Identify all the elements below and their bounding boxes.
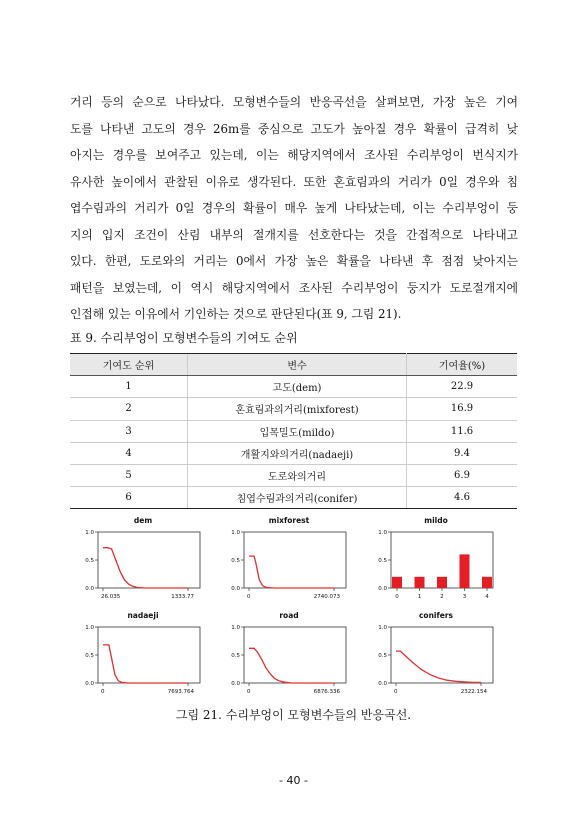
chart-title: dem	[133, 516, 153, 525]
cell-contribution: 4.6	[407, 487, 518, 509]
cell-variable: 침엽수림과의거리(conifer)	[188, 487, 407, 509]
cell-rank: 4	[70, 442, 188, 464]
x-tick-label: 2	[440, 594, 444, 600]
chart-mildo	[371, 516, 501, 598]
cell-contribution: 11.6	[407, 420, 518, 442]
table-row	[70, 464, 517, 486]
chart-title: road	[279, 611, 299, 620]
paragraph-line: 있다. 한편, 도로와의 거리는 0에서 가장 높은 확률을 나타낸 후 점점 낮아지는	[70, 254, 518, 268]
table-row	[70, 376, 517, 398]
cell-rank: 1	[70, 376, 188, 398]
y-tick-label: 0.0	[85, 681, 94, 688]
x-tick-label: 6876.336	[313, 689, 340, 695]
figure-caption: 그림 21. 수리부엉이 모형변수들의 반응곡선.	[175, 708, 412, 722]
cell-variable: 도로와의거리	[188, 464, 407, 486]
x-tick-label: 1333.77	[171, 594, 194, 600]
chart-mixforest	[224, 516, 354, 598]
chart-title: mixforest	[268, 516, 310, 525]
x-tick-label: 0	[395, 594, 399, 600]
y-tick-label: 1.0	[85, 625, 94, 632]
y-tick-label: 0.0	[378, 586, 387, 593]
x-tick-label: 0	[394, 689, 398, 695]
cell-variable: 입목밀도(mildo)	[188, 420, 407, 442]
header-variable: 변수	[188, 354, 407, 376]
cell-rank: 2	[70, 398, 188, 420]
cell-rank: 5	[70, 464, 188, 486]
x-tick-label: 4	[485, 594, 489, 600]
paragraph-line: 지의 입지 조건이 산림 내부의 절개지를 선호한다는 것을 간접적으로 나타내고	[70, 227, 518, 242]
bar	[392, 577, 402, 588]
cell-contribution: 16.9	[407, 398, 518, 420]
page-number: - 40 -	[279, 774, 308, 787]
chart-title: nadaeji	[127, 611, 159, 620]
y-tick-label: 0.5	[85, 653, 94, 660]
chart-svg	[78, 621, 208, 695]
bar	[482, 577, 492, 588]
table-header-row	[70, 354, 517, 376]
chart-nadaeji	[78, 611, 208, 693]
y-tick-label: 1.0	[231, 625, 240, 632]
header-rank: 기여도 순위	[70, 354, 188, 376]
y-tick-label: 1.0	[85, 530, 94, 537]
chart-svg	[224, 621, 354, 695]
table-row	[70, 398, 517, 420]
x-tick-label: 3	[462, 594, 467, 600]
cell-variable: 고도(dem)	[188, 376, 407, 398]
y-tick-label: 1.0	[378, 530, 387, 537]
chart-svg	[371, 526, 501, 600]
x-tick-label: 0	[247, 594, 251, 600]
chart-road	[224, 611, 354, 693]
chart-title: conifers	[418, 611, 454, 620]
plot-frame	[98, 627, 200, 683]
y-tick-label: 0.0	[231, 681, 240, 688]
cell-variable: 혼효림과의거리(mixforest)	[188, 398, 407, 420]
y-tick-label: 0.5	[378, 558, 387, 565]
response-curves-figure	[70, 516, 517, 696]
x-tick-label: 2740.073	[313, 594, 340, 600]
chart-svg	[224, 526, 354, 600]
x-tick-label: 1	[417, 594, 422, 600]
bar	[437, 577, 447, 588]
bar	[460, 554, 470, 588]
y-tick-label: 0.5	[378, 653, 387, 660]
paragraph-line: 엽수림과의 거리가 0일 경우의 확률이 매우 높게 나타났는데, 이는 수리부엉이 둥	[70, 201, 518, 215]
chart-conifers	[371, 611, 501, 693]
plot-frame	[391, 627, 493, 683]
table-row	[70, 420, 517, 442]
x-tick-label: 7693.764	[167, 689, 194, 695]
paragraph-line: 패턴을 보였는데, 이 역시 해당지역에서 조사된 수리부엉이 둥지가 도로절개지에	[70, 280, 518, 295]
paragraph-line: 거리 등의 순으로 나타났다. 모형변수들의 반응곡선을 살펴보면, 가장 높은 기여	[70, 95, 518, 109]
cell-contribution: 6.9	[407, 464, 518, 486]
paragraph-line: 아지는 경우를 보여주고 있는데, 이는 해당지역에서 조사된 수리부엉이 번식지가	[70, 148, 518, 162]
chart-dem	[78, 516, 208, 598]
x-tick-label: 26.035	[101, 594, 121, 600]
cell-contribution: 22.9	[407, 376, 518, 398]
paragraph-line: 인접해 있는 이유에서 기인하는 것으로 판단된다(표 9, 그림 21).	[70, 307, 402, 321]
table-row	[70, 487, 517, 509]
table-row	[70, 442, 517, 464]
y-tick-label: 0.5	[85, 558, 94, 565]
table-caption: 표 9. 수리부엉이 모형변수들의 기여도 순위	[70, 331, 298, 345]
paragraph-line: 도를 나타낸 고도의 경우 26m를 중심으로 고도가 높아질 경우 확률이 급격히 낮	[70, 121, 518, 136]
chart-title: mildo	[424, 516, 448, 525]
bar	[415, 577, 425, 588]
header-contribution: 기여율(%)	[407, 354, 518, 376]
x-tick-label: 2322.154	[460, 689, 487, 695]
chart-svg	[78, 526, 208, 600]
plot-frame	[98, 532, 200, 588]
y-tick-label: 0.5	[231, 653, 240, 660]
chart-svg	[371, 621, 501, 695]
y-tick-label: 0.0	[378, 681, 387, 688]
body-paragraph	[70, 89, 518, 328]
cell-contribution: 9.4	[407, 442, 518, 464]
cell-rank: 3	[70, 420, 188, 442]
cell-variable: 개활지와의거리(nadaeji)	[188, 442, 407, 464]
contribution-table	[70, 353, 517, 509]
y-tick-label: 1.0	[378, 625, 387, 632]
cell-rank: 6	[70, 487, 188, 509]
y-tick-label: 0.5	[231, 558, 240, 565]
paragraph-line: 유사한 높이에서 관찰된 이유로 생각된다. 또한 혼효림과의 거리가 0일 경우와 침	[70, 174, 518, 189]
x-tick-label: 0	[247, 689, 251, 695]
x-tick-label: 0	[101, 689, 105, 695]
y-tick-label: 0.0	[85, 586, 94, 593]
y-tick-label: 0.0	[231, 586, 240, 593]
y-tick-label: 1.0	[231, 530, 240, 537]
